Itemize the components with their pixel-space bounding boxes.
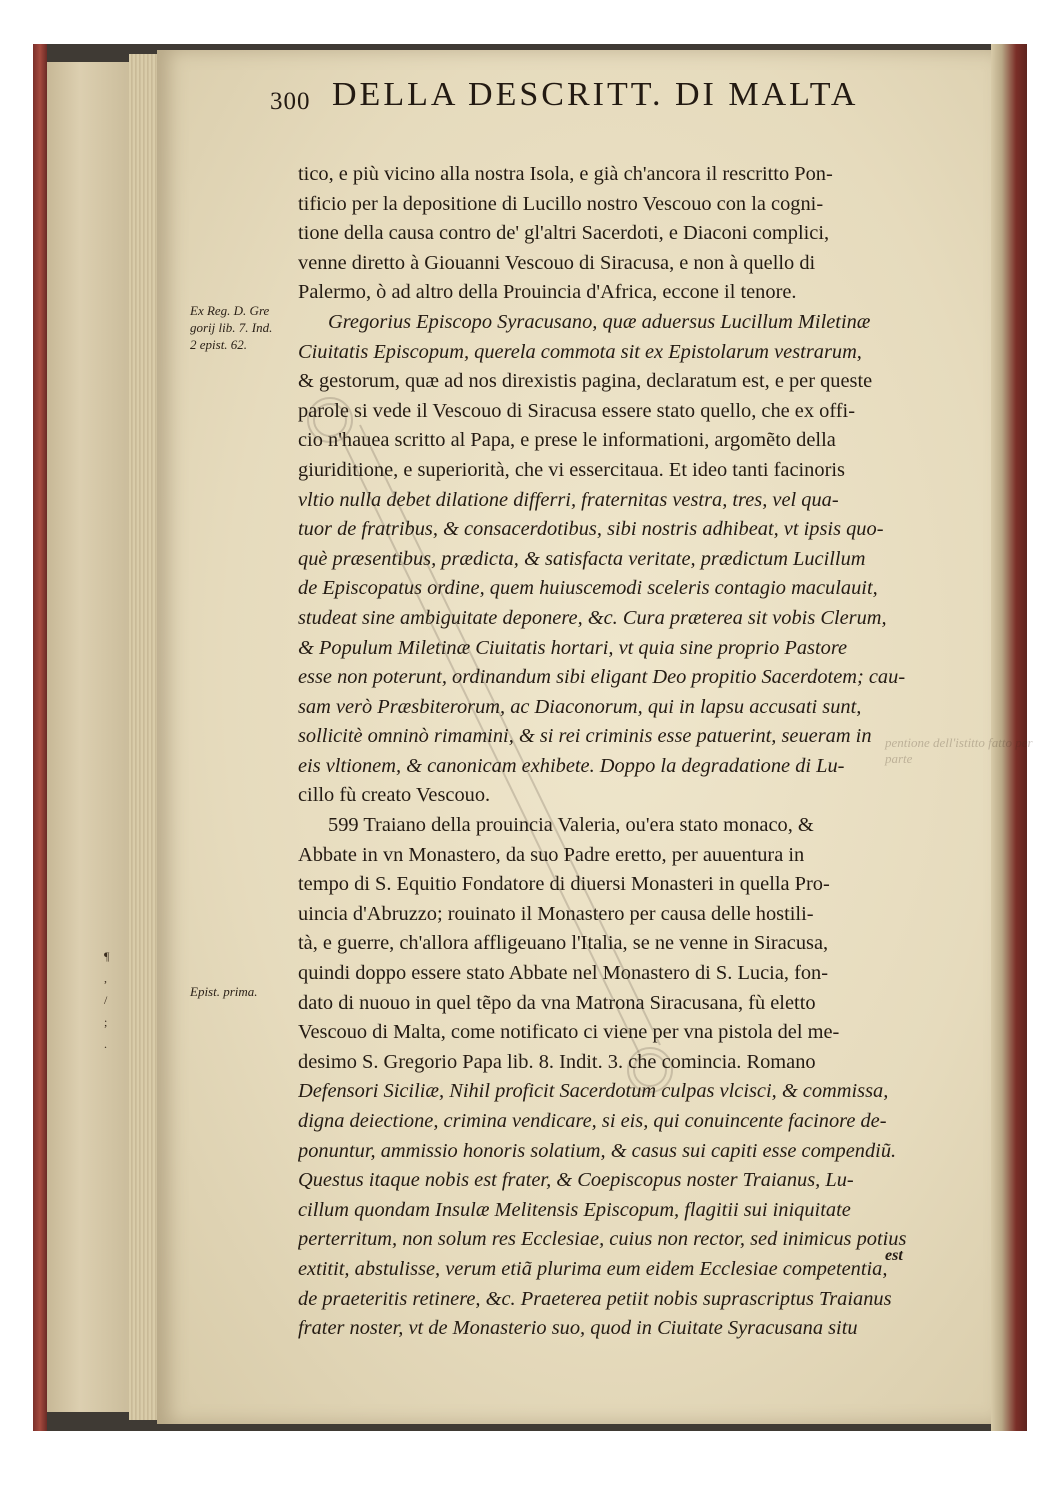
text-line-latin: studeat sine ambiguitate deponere, &c. Cura præterea sit vobis Clerum, — [298, 606, 887, 629]
text-line-latin: Defensori Siciliæ, Nihil proficit Sacerdotum culpas vlcisci, & commissa, — [298, 1080, 889, 1103]
text-line: & gestorum, quæ ad nos direxistis pagina, declaratum est, e per queste — [298, 370, 873, 393]
text-line-latin: vltio nulla debet dilatione differri, fraternitas vestra, tres, vel qua- — [298, 488, 839, 511]
text-line: venne diretto à Giouanni Vescouo di Siracusa, e non à quello di — [298, 251, 816, 274]
text-line-latin: cillum quondam Insulæ Melitensis Episcopum, flagitii sui iniquitate — [298, 1198, 851, 1221]
text-line: tico, e più vicino alla nostra Isola, e già ch'ancora il rescritto Pon- — [298, 163, 833, 185]
marginal-note-line: Ex Reg. D. Gre — [190, 303, 270, 318]
text-line: parole si vede il Vescouo di Siracusa essere stato quello, che ex offi- — [298, 399, 855, 422]
text-line: giuriditione, e superiorità, che vi essercitaua. Et ideo tanti facinoris — [298, 458, 845, 481]
text-line-latin: què præsentibus, prædicta, & satisfacta veritate, prædictum Lucillum — [298, 547, 866, 570]
text-line-latin: tuor de fratribus, & consacerdotibus, sibi nostris adhibeat, vt ipsis quo- — [298, 518, 884, 541]
text-line-latin: Questus itaque nobis est frater, & Coepiscopus noster Traianus, Lu- — [298, 1169, 854, 1192]
text-line: uincia d'Abruzzo; rouinato il Monastero per causa delle hostili- — [298, 902, 814, 925]
text-line: tà, e guerre, ch'allora affligeuano l'Italia, se ne venne in Siracusa, — [298, 932, 829, 955]
marginal-note-2: Epist. prima. — [190, 984, 258, 999]
text-line: cio n'hauea scritto al Papa, e prese le informationi, argomẽto della — [298, 429, 836, 452]
text-line-latin: sollicitè omninò rimamini, & si rei criminis esse patuerint, seueram in — [298, 725, 872, 748]
text-line-latin: esse non poterunt, ordinandum sibi eligant Deo propitio Sacerdotem; cau- — [298, 666, 906, 689]
text-line-latin: de praeteritis retinere, &c. Praeterea petiit nobis suprascriptus Traianus — [298, 1287, 892, 1310]
facing-page — [47, 62, 131, 1412]
text-line-latin: ponuntur, ammissio honoris solatium, & casus sui capiti esse compendiũ. — [298, 1139, 897, 1162]
text-line-latin: digna deiectione, crimina vendicare, si eis, qui conuincente facinore de- — [298, 1110, 887, 1132]
page-stack — [129, 54, 157, 1420]
page-header — [270, 72, 859, 122]
text-line-latin: extitit, abstulisse, verum etiã plurima eum eidem Ecclesiae competentia, — [298, 1257, 888, 1280]
text-line-latin: de Episcopatus ordine, quem huiuscemodi sceleris contagio maculauit, — [298, 577, 878, 600]
text-line: quindi doppo essere stato Abbate nel Monastero di S. Lucia, fon- — [298, 962, 829, 985]
text-line: tificio per la depositione di Lucillo nostro Vescouo con la cogni- — [298, 192, 824, 215]
text-line-latin: frater noster, vt de Monasterio suo, quod in Ciuitate Syracusana situ — [298, 1317, 858, 1340]
body-text — [298, 160, 968, 1344]
text-line: cillo fù creato Vescouo. — [298, 784, 491, 807]
marginal-note-line: 2 epist. 62. — [190, 337, 248, 352]
catchword: est — [885, 1247, 903, 1264]
text-line: Vescouo di Malta, come notificato ci viene per vna pistola del me- — [298, 1021, 840, 1044]
text-line: 599 Traiano della prouincia Valeria, ou'era stato monaco, & — [328, 814, 814, 837]
text-line-latin: & Populum Miletinæ Ciuitatis hortari, vt quia sine proprio Pastore — [298, 636, 848, 659]
facing-page-marks: ¶ , / ; . — [104, 949, 110, 1051]
marginal-note-1 — [190, 302, 290, 353]
text-line: dato di nuouo in quel tẽpo da vna Matrona Siracusana, fù eletto — [298, 991, 816, 1014]
bleed-through-text: pentione dell'istitto fatto per parte — [885, 735, 1033, 766]
text-line-latin: Ciuitatis Episcopum, querela commota sit ex Epistolarum vestrarum, — [298, 340, 862, 363]
running-title: DELLA DESCRITT. DI MALTA — [332, 76, 859, 113]
text-line-latin: sam verò Præsbiterorum, ac Diaconorum, qui in lapsu accusati sunt, — [298, 695, 862, 718]
marginal-note-line: gorij lib. 7. Ind. — [190, 320, 273, 335]
text-line-latin: eis vltionem, & canonicam exhibete. Doppo la degradatione di Lu- — [298, 754, 845, 777]
text-line: Abbate in vn Monastero, da suo Padre eretto, per auuentura in — [298, 843, 805, 866]
text-line: tempo di S. Equitio Fondatore di diuersi Monasteri in quella Pro- — [298, 873, 830, 896]
text-line-latin: Gregorius Episcopo Syracusano, quæ aduersus Lucillum Miletinæ — [328, 310, 871, 333]
text-line: desimo S. Gregorio Papa lib. 8. Indit. 3. che comincia. Romano — [298, 1050, 816, 1073]
text-line: Palermo, ò ad altro della Prouincia d'Africa, eccone il tenore. — [298, 281, 797, 304]
text-line: tione della causa contro de' gl'altri Sacerdoti, e Diaconi complici, — [298, 222, 830, 245]
text-line-latin: perterritum, non solum res Ecclesiae, cuius non rector, sed inimicus potius — [298, 1228, 907, 1251]
binding-left — [33, 44, 47, 1431]
page-number: 300 — [270, 88, 311, 115]
